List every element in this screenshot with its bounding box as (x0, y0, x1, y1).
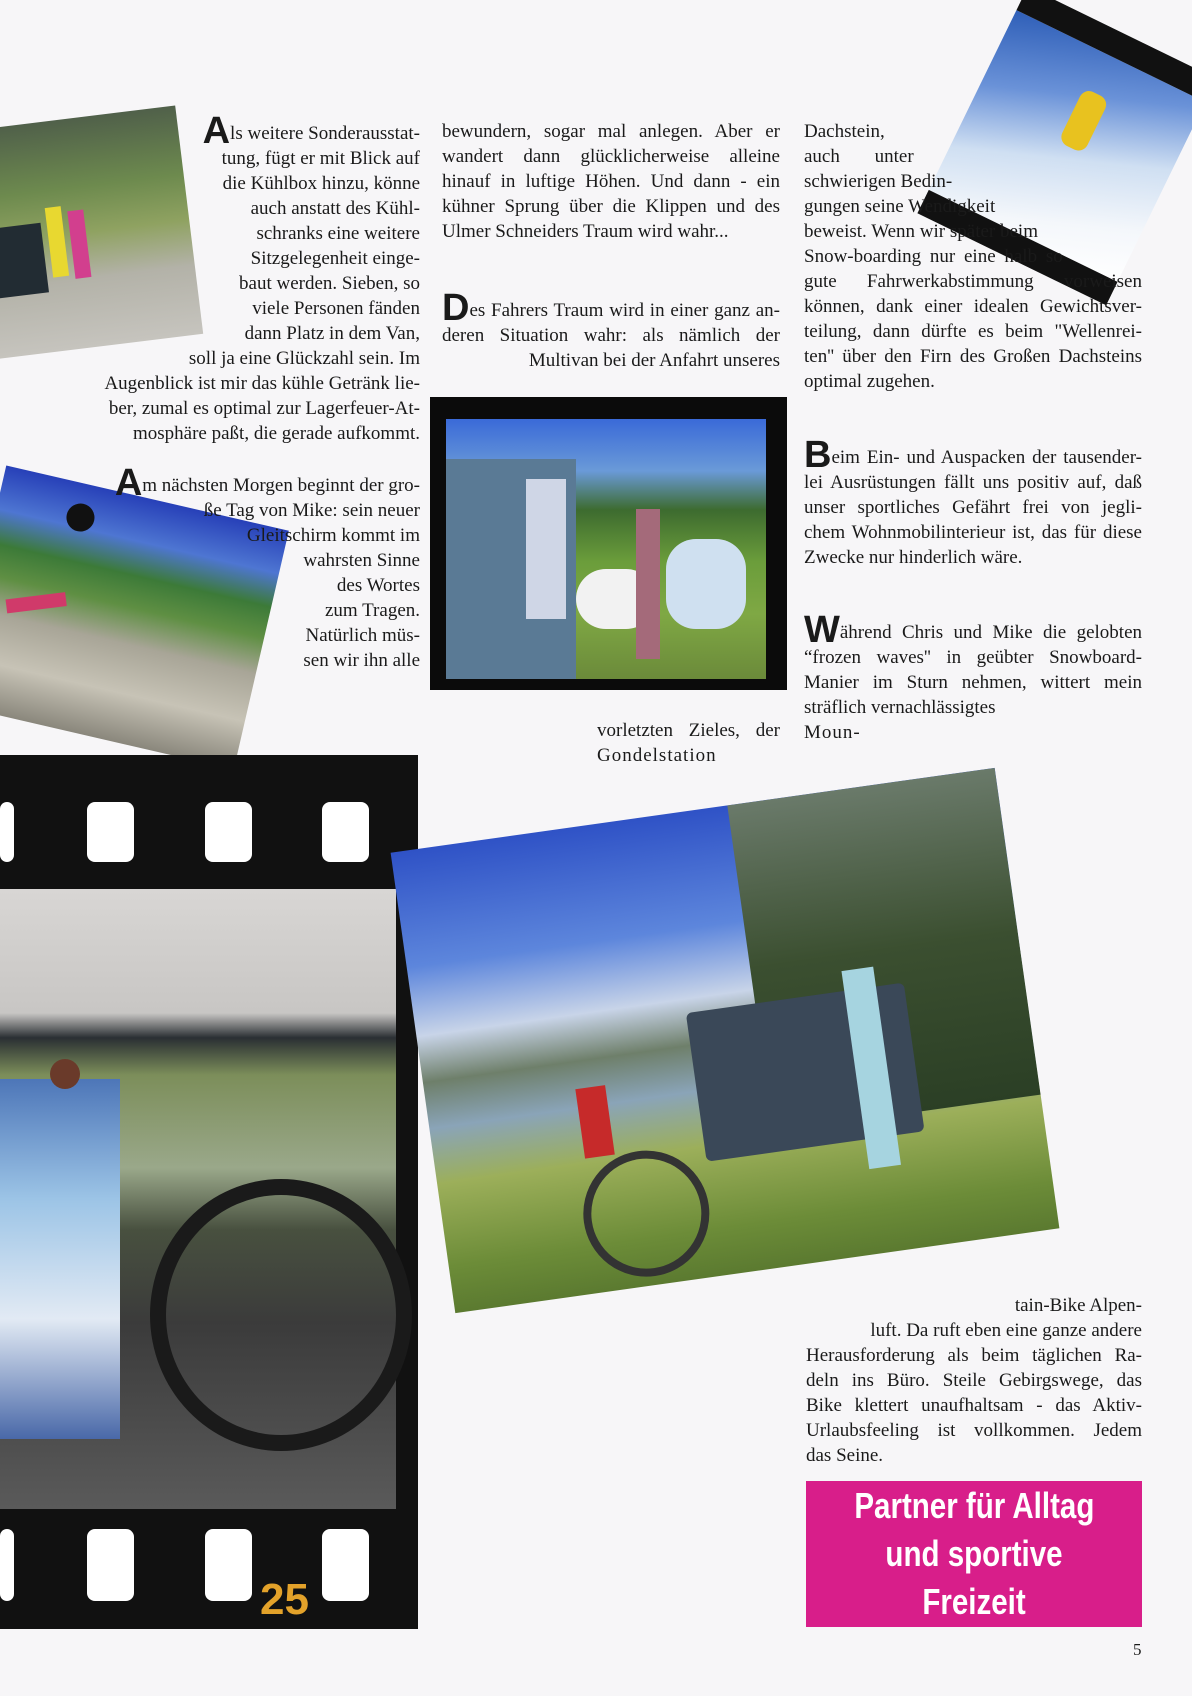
text-line: Multivan bei der Anfahrt unseres (528, 350, 780, 371)
text-line: sen wir ihn alle (303, 650, 420, 671)
col3-paragraph-3 (804, 609, 1142, 745)
slogan-line-2: und sportive Freizeit (885, 1533, 1063, 1622)
text-line: ten'' über den Firn des Großen Dachsteins (804, 346, 1142, 367)
text-line: Gondelstation (597, 745, 717, 766)
text-line: Bike klettert unaufhaltsam - das Aktiv- (806, 1395, 1142, 1416)
text-line: beweist. Wenn wir später beim (804, 221, 1038, 242)
text-line: tung, fügt er mit Blick auf (221, 148, 420, 169)
text-line: Während Chris und Mike die gelobten (804, 609, 1142, 651)
text-line: auch unter (804, 146, 914, 167)
text-line: optimal zugehen. (804, 371, 935, 392)
text-line: Dachstein, (804, 121, 885, 142)
text-line: “frozen waves'' in geübter Snowboard- (804, 647, 1142, 668)
col3-paragraph-2 (804, 434, 1142, 570)
text-line: tain-Bike Alpen- (1014, 1295, 1142, 1316)
text-line: auch anstatt des Kühl- (250, 198, 420, 219)
text-line: deln ins Büro. Steile Gebirgswege, das (806, 1370, 1142, 1391)
text-line: Moun- (804, 722, 861, 743)
text-line: kühner Sprung über die Klippen und des (442, 196, 780, 217)
text-line: des Wortes (336, 575, 420, 596)
text-line: Sitzgelegenheit einge- (250, 248, 420, 269)
text-line: gungen seine Wendigkeit (804, 196, 996, 217)
col3-paragraph-4 (806, 1293, 1142, 1468)
text-line: wandert dann glücklicherweise alleine (442, 146, 780, 167)
text-line: Am nächsten Morgen beginnt der gro- (114, 462, 420, 504)
text-line: lei Ausrüstungen fällt uns positiv auf, daß (804, 472, 1142, 493)
col3-paragraph-1 (804, 119, 1142, 394)
text-line: ße Tag von Mike: sein neuer (203, 500, 420, 521)
text-line: viele Personen fänden (252, 298, 420, 319)
text-line: luft. Da ruft eben eine ganze andere (870, 1320, 1142, 1341)
text-line: wahrsten Sinne (303, 550, 420, 571)
slogan-box (806, 1481, 1142, 1627)
text-line: sträflich vernachlässigtes (804, 697, 996, 718)
text-line: deren Situation wahr: als nämlich der (442, 325, 780, 346)
photo-driver-film (0, 755, 418, 1629)
col2-paragraph-2 (442, 287, 780, 373)
text-line: teilung, dann dürfte es beim "Wellenrei- (804, 321, 1142, 342)
text-line: baut werden. Sieben, so (239, 273, 420, 294)
drop-cap: A (114, 462, 143, 504)
text-line: können, dank einer idealen Gewichtsver- (804, 296, 1142, 317)
text-line: ber, zumal es optimal zur Lagerfeuer-At- (108, 398, 420, 419)
text-line: Urlaubsfeeling ist vollkommen. Jedem (806, 1420, 1142, 1441)
film-frame-number: 25 (260, 1575, 309, 1624)
text-line: soll ja eine Glückzahl sein. Im (188, 348, 420, 369)
slogan-line-1: Partner für Alltag (853, 1485, 1095, 1526)
text-line: chem Wohnmobilinterieur ist, das für diese (804, 522, 1142, 543)
text-line: gute Fahrwerkabstimmung vorweisen (804, 271, 1142, 292)
text-line: zum Tragen. (325, 600, 420, 621)
text-line: schranks eine weitere (256, 223, 420, 244)
text-line: unser sportliches Gefährt frei von jegli- (804, 497, 1142, 518)
drop-cap: W (804, 609, 840, 651)
drop-cap: A (202, 110, 231, 152)
text-line: die Kühlbox hinzu, könne (222, 173, 420, 194)
text-line: Augenblick ist mir das kühle Getränk lie- (104, 373, 420, 394)
col2-paragraph-1 (442, 119, 780, 244)
text-line: dann Platz in dem Van, (244, 323, 420, 344)
col2-paragraph-3 (597, 718, 780, 768)
text-line: Des Fahrers Traum wird in einer ganz an- (442, 287, 780, 329)
photo-packing-van (430, 397, 787, 690)
drop-cap: B (804, 434, 832, 476)
text-line: Als weitere Sonderausstat- (202, 110, 420, 152)
col1-paragraph-2 (90, 462, 420, 673)
text-line: das Seine. (806, 1445, 884, 1466)
text-line: Zwecke nur hinderlich wäre. (804, 547, 1023, 568)
photo-mountain-bikes (391, 768, 1060, 1313)
text-line: Herausforderung als beim täglichen Ra- (806, 1345, 1142, 1366)
text-line: Natürlich müs- (305, 625, 420, 646)
text-line: Ulmer Schneiders Traum wird wahr... (442, 221, 729, 242)
text-line: hinauf in luftige Höhen. Und dann - ein (442, 171, 780, 192)
text-line: bewundern, sogar mal anlegen. Aber er (442, 121, 780, 142)
text-line: Beim Ein- und Auspacken der tausender- (804, 434, 1142, 476)
drop-cap: D (442, 287, 470, 329)
text-line: Gleitschirm kommt im (246, 525, 420, 546)
text-line: Snow-boarding nur eine halb so (804, 246, 1063, 267)
page-number: 5 (1133, 1640, 1142, 1659)
col1-paragraph-1 (80, 110, 420, 446)
text-line: vorletzten Zieles, der (597, 720, 780, 741)
text-line: Manier im Sturn nehmen, wittert mein (804, 672, 1142, 693)
text-line: mosphäre paßt, die gerade aufkommt. (132, 423, 420, 444)
text-line: schwierigen Bedin- (804, 171, 953, 192)
